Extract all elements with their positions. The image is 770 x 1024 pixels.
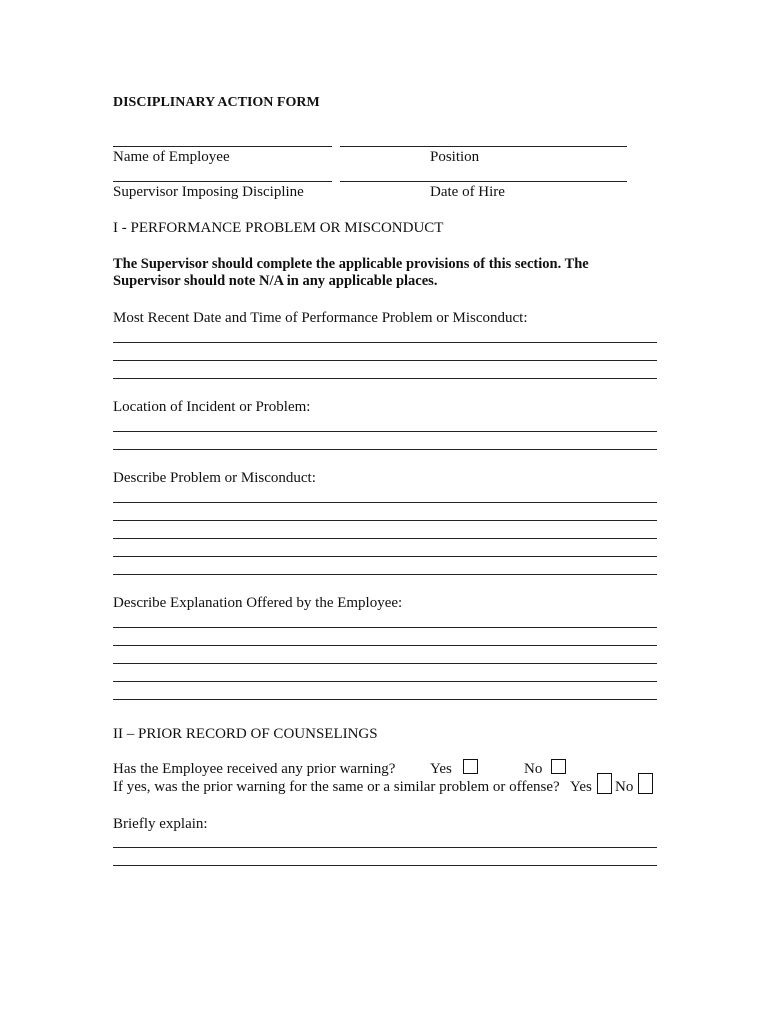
briefly-explain-question: Briefly explain: — [113, 816, 208, 832]
instructions-line2: Supervisor should note N/A in any applicable places. — [113, 273, 438, 289]
prior-warning-yes-label: Yes — [430, 761, 452, 777]
date-time-question: Most Recent Date and Time of Performance Problem or Misconduct: — [113, 310, 528, 326]
date-of-hire-label: Date of Hire — [430, 184, 505, 200]
describe-problem-answer-line[interactable] — [113, 520, 657, 521]
supervisor-label: Supervisor Imposing Discipline — [113, 184, 304, 200]
date-time-answer-line[interactable] — [113, 360, 657, 361]
explanation-answer-line[interactable] — [113, 699, 657, 700]
explanation-question: Describe Explanation Offered by the Employee: — [113, 595, 403, 611]
position-label: Position — [430, 149, 480, 165]
explanation-answer-line[interactable] — [113, 681, 657, 682]
explanation-answer-line[interactable] — [113, 663, 657, 664]
date-time-answer-line[interactable] — [113, 378, 657, 379]
prior-warning-question: Has the Employee received any prior warning? — [113, 761, 396, 777]
describe-problem-answer-line[interactable] — [113, 538, 657, 539]
employee-name-label: Name of Employee — [113, 149, 230, 165]
prior-warning-no-checkbox[interactable] — [551, 759, 566, 774]
same-problem-yes-label: Yes — [570, 779, 592, 795]
employee-name-line[interactable] — [113, 146, 332, 147]
prior-warning-no-label: No — [524, 761, 543, 777]
describe-problem-answer-line[interactable] — [113, 574, 657, 575]
location-question: Location of Incident or Problem: — [113, 399, 311, 415]
location-answer-line[interactable] — [113, 449, 657, 450]
explanation-answer-line[interactable] — [113, 627, 657, 628]
supervisor-line[interactable] — [113, 181, 332, 182]
section2-heading: II – PRIOR RECORD OF COUNSELINGS — [113, 726, 378, 742]
briefly-explain-answer-line[interactable] — [113, 865, 657, 866]
instructions-line1: The Supervisor should complete the applicable provisions of this section. The — [113, 256, 589, 272]
section1-heading: I - PERFORMANCE PROBLEM OR MISCONDUCT — [113, 220, 444, 236]
same-problem-no-checkbox[interactable] — [638, 773, 653, 794]
location-answer-line[interactable] — [113, 431, 657, 432]
describe-problem-question: Describe Problem or Misconduct: — [113, 470, 316, 486]
describe-problem-answer-line[interactable] — [113, 556, 657, 557]
date-time-answer-line[interactable] — [113, 342, 657, 343]
same-problem-yes-checkbox[interactable] — [597, 773, 612, 794]
position-line[interactable] — [340, 146, 627, 147]
explanation-answer-line[interactable] — [113, 645, 657, 646]
describe-problem-answer-line[interactable] — [113, 502, 657, 503]
prior-warning-yes-checkbox[interactable] — [463, 759, 478, 774]
same-problem-question: If yes, was the prior warning for the same or a similar problem or offense? — [113, 779, 560, 795]
same-problem-no-label: No — [615, 779, 634, 795]
form-title: DISCIPLINARY ACTION FORM — [113, 95, 320, 110]
date-of-hire-line[interactable] — [340, 181, 627, 182]
briefly-explain-answer-line[interactable] — [113, 847, 657, 848]
